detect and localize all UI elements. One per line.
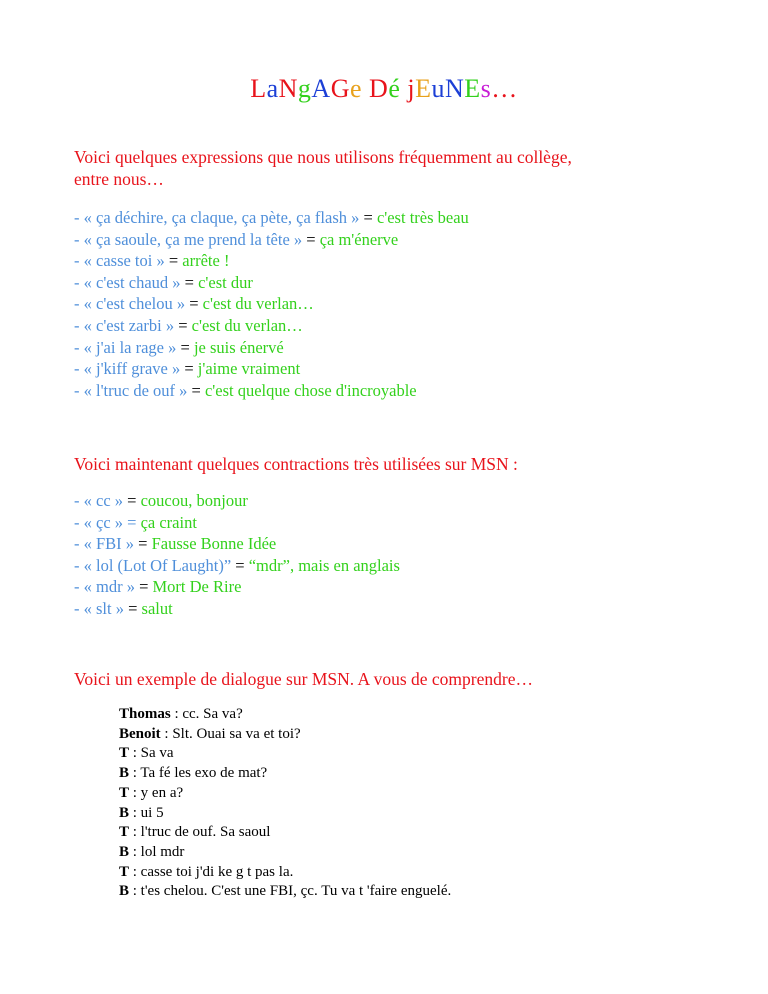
- dialogue-line: [119, 705, 451, 725]
- list-item: [74, 337, 469, 359]
- equals-sign: =: [184, 359, 198, 379]
- dialogue-line: [119, 784, 451, 804]
- dialogue-line: [119, 843, 451, 863]
- title-letter: e: [349, 74, 363, 103]
- list-item: [74, 293, 469, 315]
- expression-meaning: ça craint: [140, 512, 197, 532]
- dialogue-speaker: Benoit: [119, 725, 161, 742]
- expression-term: - « mdr »: [74, 577, 140, 597]
- expression-meaning: c'est du verlan…: [191, 315, 303, 335]
- title-letter: N: [278, 74, 298, 103]
- title-letter: é: [388, 74, 401, 103]
- expression-term: - « çc » =: [74, 512, 141, 532]
- expressions-list: [74, 207, 469, 401]
- title-letter: E: [415, 74, 432, 103]
- dialogue-speaker: T: [119, 784, 130, 801]
- expressions-heading-line2: entre nous…: [74, 169, 164, 189]
- equals-sign: =: [191, 380, 205, 400]
- equals-sign: =: [180, 337, 194, 357]
- dialogue-line: [119, 823, 451, 843]
- expression-term: - « c'est chaud »: [74, 272, 185, 292]
- dialogue-text: : lol mdr: [129, 843, 185, 860]
- title-letter: E: [464, 74, 481, 103]
- dialogue-text: : Sa va: [129, 745, 174, 762]
- equals-sign: =: [128, 598, 142, 618]
- dialogue-speaker: B: [119, 804, 130, 821]
- expression-meaning: Mort De Rire: [152, 577, 242, 597]
- title-letter: u: [431, 74, 445, 103]
- expression-meaning: c'est quelque chose d'incroyable: [204, 380, 417, 400]
- dialogue-text: : t'es chelou. C'est une FBI, çc. Tu va t 'faire enguelé.: [129, 883, 452, 900]
- dialogue-speaker: T: [119, 824, 130, 841]
- list-item: [74, 533, 400, 555]
- expression-term: - « l'truc de ouf »: [74, 380, 192, 400]
- expressions-heading: [74, 146, 572, 190]
- expression-meaning: je suis énervé: [193, 337, 284, 357]
- expression-meaning: j'aime vraiment: [197, 359, 301, 379]
- equals-sign: =: [127, 491, 141, 510]
- expression-term: - « ça déchire, ça claque, ça pète, ça flash »: [74, 208, 364, 227]
- list-item: [74, 555, 400, 577]
- list-item: [74, 380, 469, 402]
- list-item: [74, 576, 400, 598]
- list-item: [74, 250, 469, 272]
- equals-sign: =: [363, 208, 377, 227]
- dialogue-speaker: T: [119, 745, 130, 762]
- dialogue-line: [119, 764, 451, 784]
- expression-term: - « c'est chelou »: [74, 294, 190, 314]
- title-letter: s: [480, 74, 492, 103]
- title-letter: g: [297, 74, 312, 103]
- expression-meaning: salut: [141, 598, 173, 618]
- msn-dialogue: [119, 705, 451, 902]
- equals-sign: =: [306, 229, 320, 249]
- expression-term: - « slt »: [74, 598, 129, 618]
- expression-meaning: “mdr”, mais en anglais: [248, 555, 400, 575]
- equals-sign: =: [184, 272, 199, 292]
- dialogue-line: [119, 804, 451, 824]
- expression-meaning: Fausse Bonne Idée: [151, 534, 277, 554]
- dialogue-heading: Voici un exemple de dialogue sur MSN. A vous de comprendre…: [74, 669, 533, 689]
- title-letter: N: [444, 74, 465, 103]
- dialogue-text: : l'truc de ouf. Sa saoul: [129, 824, 271, 841]
- title-letter: …: [491, 74, 518, 103]
- equals-sign: =: [139, 577, 153, 597]
- expression-meaning: coucou, bonjour: [140, 491, 248, 510]
- expression-term: - « j'ai la rage »: [74, 337, 181, 357]
- title-letter: D: [369, 74, 389, 103]
- expression-term: - « j'kiff grave »: [74, 359, 185, 379]
- dialogue-speaker: B: [119, 883, 130, 900]
- expressions-heading-line1: Voici quelques expressions que nous utilisons fréquemment au collège,: [74, 147, 572, 167]
- dialogue-text: : ui 5: [129, 804, 164, 821]
- title-letter: [362, 74, 369, 103]
- equals-sign: =: [189, 294, 203, 314]
- list-item: [74, 315, 469, 337]
- expression-term: - « ça saoule, ça me prend la tête »: [74, 229, 307, 249]
- dialogue-line: [119, 863, 451, 883]
- list-item: [74, 229, 469, 251]
- expression-meaning: ça m'énerve: [319, 229, 399, 249]
- list-item: [74, 358, 469, 380]
- dialogue-speaker: B: [119, 765, 130, 782]
- expression-meaning: c'est très beau: [376, 208, 469, 227]
- expression-meaning: c'est du verlan…: [202, 294, 314, 314]
- expression-term: - « casse toi »: [74, 251, 169, 271]
- contractions-heading: Voici maintenant quelques contractions très utilisées sur MSN :: [74, 454, 518, 474]
- document-title: [0, 74, 768, 104]
- dialogue-line: [119, 744, 451, 764]
- list-item: [74, 598, 400, 620]
- expression-term: - « c'est zarbi »: [74, 315, 179, 335]
- list-item: [74, 490, 400, 512]
- title-letter: A: [311, 74, 331, 103]
- dialogue-speaker: T: [119, 863, 130, 880]
- dialogue-text: : Slt. Ouai sa va et toi?: [160, 725, 301, 742]
- list-item: [74, 272, 469, 294]
- list-item: [74, 207, 469, 229]
- expression-term: - « lol (Lot Of Laught)”: [74, 555, 236, 575]
- title-letter: G: [330, 74, 350, 103]
- dialogue-text: : y en a?: [129, 784, 184, 801]
- title-letter: a: [266, 74, 279, 103]
- expression-term: - « cc »: [74, 491, 128, 510]
- dialogue-text: : casse toi j'di ke g t pas la.: [129, 863, 294, 880]
- list-item: [74, 512, 400, 534]
- expression-meaning: arrête !: [182, 251, 230, 271]
- dialogue-line: [119, 882, 451, 902]
- title-letter: j: [407, 74, 416, 103]
- equals-sign: =: [138, 534, 152, 554]
- contractions-list: [74, 490, 400, 620]
- expression-meaning: c'est dur: [198, 272, 253, 292]
- dialogue-speaker: Thomas: [119, 706, 171, 722]
- dialogue-line: [119, 725, 451, 745]
- equals-sign: =: [168, 251, 183, 271]
- expression-term: - « FBI »: [74, 534, 139, 554]
- title-letter: L: [250, 74, 267, 103]
- dialogue-text: : Ta fé les exo de mat?: [129, 765, 268, 782]
- equals-sign: =: [178, 315, 192, 335]
- equals-sign: =: [235, 555, 249, 575]
- dialogue-speaker: B: [119, 843, 130, 860]
- dialogue-text: : cc. Sa va?: [170, 706, 243, 722]
